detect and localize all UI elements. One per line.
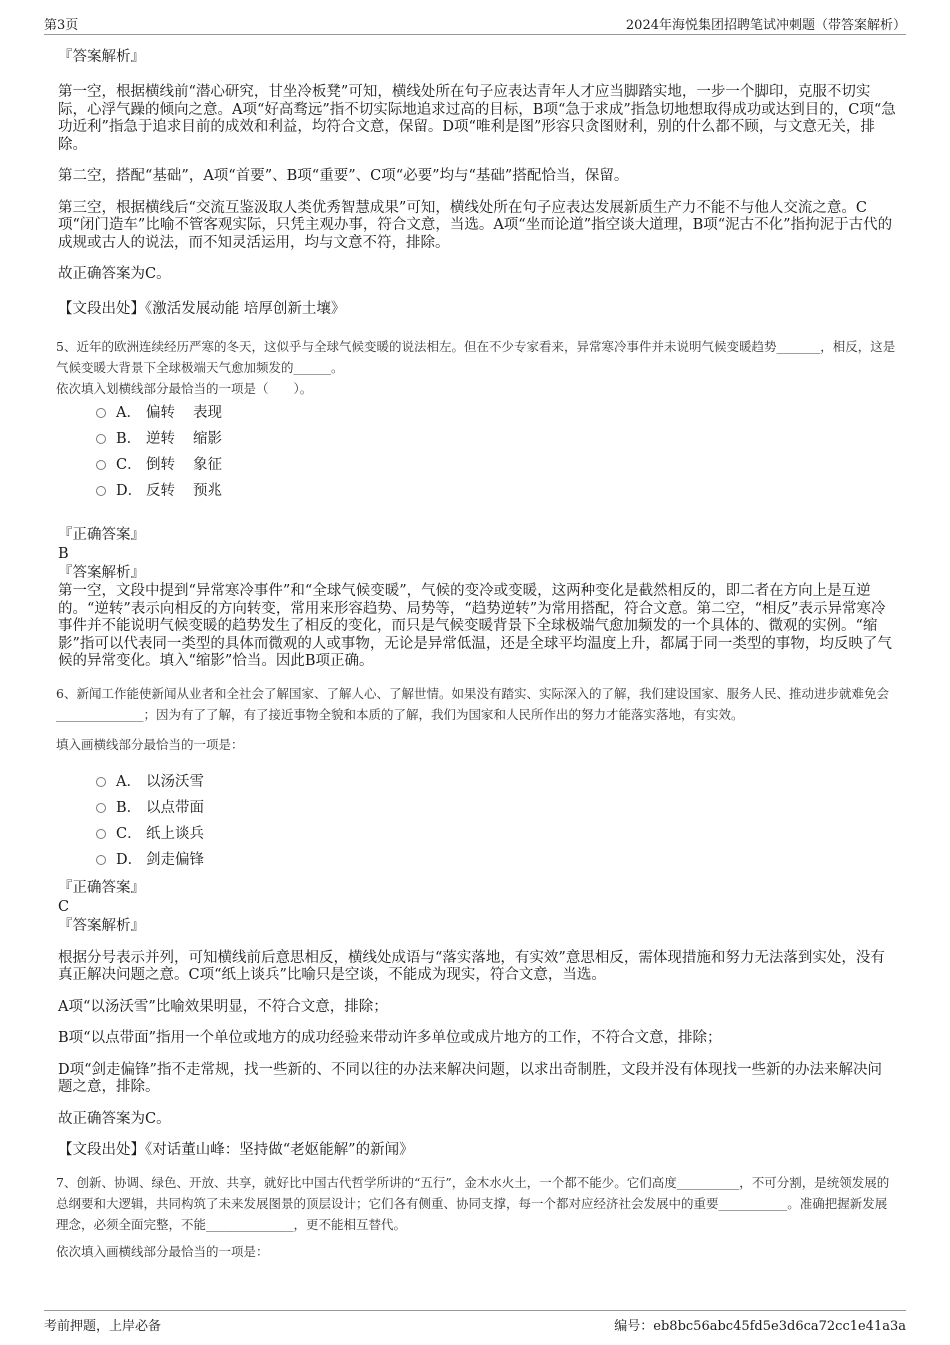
q4-para-3: 第三空，根据横线后“交流互鉴汲取人类优秀智慧成果”可知，横线处所在句子应表达发展新质生产力不能不与他人交流之意。C项“闭门造车”比喻不管客观实际，只凭主观办事，符合文意，当选。A项“坐而论道”指空谈大道理，B项“泥古不化”指拘泥于古代的成规或古人的说法，而不知灵活运用，均与文意不符，排除。 <box>58 199 893 251</box>
q6-option-d[interactable]: D． 剑走偏锋 <box>96 847 896 873</box>
q4-conclusion: 故正确答案为C。 <box>58 266 171 282</box>
q6-para-2: A项“以汤沃雪”比喻效果明显，不符合文意，排除； <box>58 998 388 1015</box>
q6-para-4: D项“剑走偏锋”指不走常规，找一些新的、不同以往的办法来解决问题，以求出奇制胜，文段并没有体现找一些新的办法来解决问题之意，排除。 <box>58 1061 882 1095</box>
page-number: 第3页 <box>44 18 79 33</box>
q6-answer-label: 『正确答案』 <box>58 879 145 896</box>
q6-answer: C <box>58 898 70 915</box>
radio-icon[interactable] <box>96 486 106 496</box>
q6-para-1: 根据分号表示并列，可知横线前后意思相反，横线处成语与“落实落地，有实效”意思相反，需体现措施和努力无法落到实处，没有真正解决问题之意。C项“纸上谈兵”比喻只是空谈，不能成为现实，符合文意，当选。 <box>58 949 885 983</box>
q6-para-3: B项“以点带面”指用一个单位或地方的成功经验来带动许多单位或成片地方的工作，不符合文意，排除； <box>58 1030 722 1046</box>
page-footer <box>44 1310 906 1335</box>
q5-option-a[interactable]: A． 偏转 表现 <box>96 400 896 426</box>
q4-para-2: 第二空，搭配“基础”，A项“首要”、B项“重要”、C项“必要”均与“基础”搭配恰当，保留。 <box>58 168 629 184</box>
q5-answer: B <box>58 546 69 562</box>
radio-icon[interactable] <box>96 855 106 865</box>
q6-option-a[interactable]: A． 以汤沃雪 <box>96 769 896 795</box>
q6-option-b[interactable]: B． 以点带面 <box>96 795 896 821</box>
q6-option-c[interactable]: C． 纸上谈兵 <box>96 821 896 847</box>
q5-analysis: 第一空，文段中提到“异常寒冷事件”和“全球气候变暖”，气候的变冷或变暖，这两种变化是截然相反的，即二者在方向上是互逆的。“逆转”表示向相反的方向转变，常用来形容趋势、局势等，“趋势逆转”为常用搭配，符合文意。第二空，“相反”表示异常寒冷事件并不能说明气候变暖的趋势发生了相反的变化，而只是气候变暖背景下全球极端气愈加频发的一个具体的、微观的实例。“缩影”指可以代表同一类型的具体而微观的人或事物，无论是异常低温，还是全球平均温度上升，都属于同一类型的事物，均反映了气候的异常变化。填入“缩影”恰当。因此B项正确。 <box>58 583 892 669</box>
q5-answer-label: 『正确答案』 <box>58 527 145 543</box>
q5-instruction: 依次填入划横线部分最恰当的一项是（ ）。 <box>56 381 313 396</box>
q5-option-c[interactable]: C． 倒转 象征 <box>96 452 896 478</box>
q6-analysis-label: 『答案解析』 <box>58 917 145 934</box>
radio-icon[interactable] <box>96 408 106 418</box>
q5-option-b[interactable]: B． 逆转 缩影 <box>96 426 896 452</box>
q6-conclusion: 故正确答案为C。 <box>58 1110 171 1127</box>
page-header <box>44 12 906 35</box>
radio-icon[interactable] <box>96 803 106 813</box>
q5-analysis-label: 『答案解析』 <box>58 565 145 581</box>
q4-para-1: 第一空，根据横线前“潜心研究，甘坐冷板凳”可知，横线处所在句子应表达青年人才应当脚踏实地，一步一个脚印，克服不切实际，心浮气躁的倾向之意。A项“好高骛远”指不切实际地追求过高的目标，B项“急于求成”指急切地想取得成功或达到目的，C项“急功近利”指急于追求目前的成效和利益，均符合文意，保留。D项“唯利是图”形容只贪图财利，别的什么都不顾，与文意无关，排除。 <box>58 84 896 153</box>
q5-stem: 5、近年的欧洲连续经历严寒的冬天，这似乎与全球气候变暖的说法相左。但在不少专家看来，异常寒冷事件并未说明气候变暖趋势_______，相反，这是气候变暖大背景下全球极端天气愈加频发的______。 <box>56 339 896 375</box>
q5-option-d[interactable]: D． 反转 预兆 <box>96 478 896 504</box>
footer-slogan: 考前押题，上岸必备 <box>44 1319 162 1334</box>
q7-stem: 7、创新、协调、绿色、开放、共享，就好比中国古代哲学所讲的“五行”，金木水火土，一个都不能少。它们高度__________，不可分割，是统领发展的总纲要和大逻辑，共同构筑了未来发展图景的顶层设计；它们各有侧重、协同支撑，每一个都对应经济社会发展中的重要___________。准确把握新发展理念，必须全面完整，不能______________，更不能相互替代。 <box>56 1174 890 1232</box>
radio-icon[interactable] <box>96 829 106 839</box>
q6-options <box>56 769 896 873</box>
radio-icon[interactable] <box>96 777 106 787</box>
document-id: 编号：eb8bc56abc45fd5e3d6ca72cc1e41a3a <box>614 1319 906 1334</box>
q6-source: 【文段出处】《对话董山峰：坚持做“老妪能解”的新闻》 <box>58 1142 414 1158</box>
radio-icon[interactable] <box>96 460 106 470</box>
main-content <box>56 44 896 1262</box>
q4-source: 【文段出处】《激活发展动能 培厚创新土壤》 <box>58 300 346 317</box>
q6-instruction: 填入画横线部分最恰当的一项是： <box>56 736 244 752</box>
document-title: 2024年海悦集团招聘笔试冲刺题（带答案解析） <box>625 18 906 33</box>
q6-stem: 6、新闻工作能使新闻从业者和全社会了解国家、了解人心、了解世情。如果没有踏实、实际深入的了解，我们建设国家、服务人民、推动进步就难免会______________；因为有了了解，有了接近事物全貌和本质的了解，我们为国家和人民所作出的努力才能落实落地，有实效。 <box>56 685 889 722</box>
q7-instruction: 依次填入画横线部分最恰当的一项是： <box>56 1243 269 1259</box>
q4-analysis-label: 『答案解析』 <box>58 49 145 65</box>
radio-icon[interactable] <box>96 434 106 444</box>
q5-options <box>56 400 896 504</box>
